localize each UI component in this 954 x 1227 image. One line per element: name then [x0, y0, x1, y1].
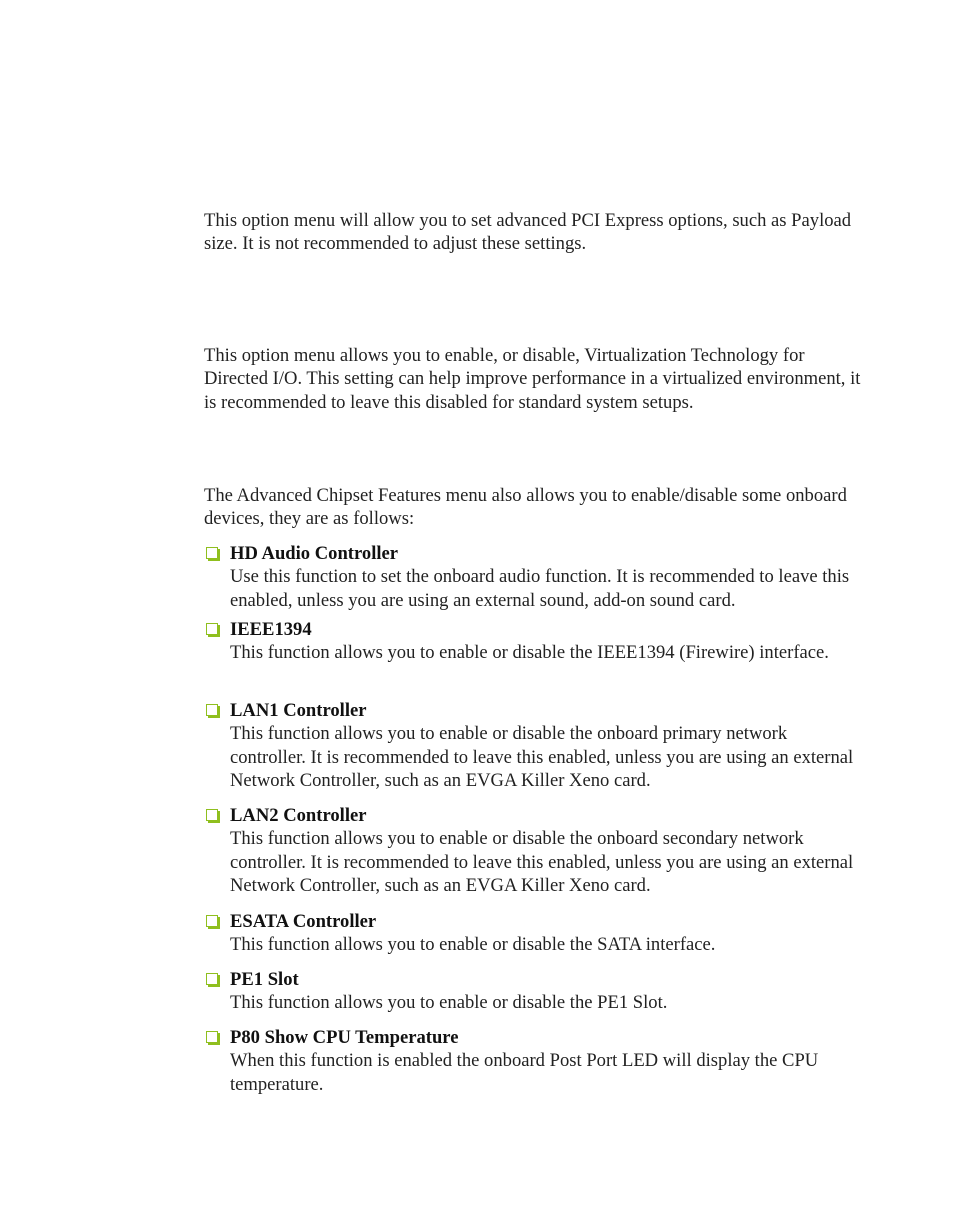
list-item-ieee1394 [206, 618, 866, 665]
checkbox-bullet-icon [206, 973, 218, 985]
item-description: This function allows you to enable or disable the onboard secondary network controller. It is recommended to leave this enabled, unless you are using an external Network Controller, such as an EVGA Killer Xeno card. [230, 828, 854, 897]
item-description: Use this function to set the onboard audio function. It is recommended to leave this enabled, unless you are using an external sound, add-on sound card. [230, 566, 850, 611]
onboard-devices-intro: The Advanced Chipset Features menu also allows you to enable/disable some onboard devices, they are as follows: [204, 485, 847, 530]
checkbox-bullet-icon [206, 623, 218, 635]
checkbox-bullet-icon [206, 1031, 218, 1043]
list-item-hd-audio [206, 542, 866, 612]
item-title: IEEE1394 [230, 619, 312, 640]
item-title: HD Audio Controller [230, 543, 399, 564]
item-description: This function allows you to enable or disable the IEEE1394 (Firewire) interface. [230, 642, 829, 664]
item-title: LAN1 Controller [230, 700, 367, 721]
checkbox-bullet-icon [206, 809, 218, 821]
item-description: When this function is enabled the onboard Post Port LED will display the CPU temperature. [230, 1050, 819, 1095]
item-description: This function allows you to enable or disable the PE1 Slot. [230, 992, 668, 1014]
item-title: LAN2 Controller [230, 805, 367, 826]
list-item-pe1-slot [206, 968, 866, 1015]
list-item-esata [206, 910, 866, 957]
item-title: P80 Show CPU Temperature [230, 1027, 459, 1048]
vtd-paragraph: This option menu allows you to enable, or disable, Virtualization Technology for Directed I/O. This setting can help improve performance in a virtualized environment, it is recommended to leave this disabled for standard system setups. [204, 345, 861, 413]
list-item-p80-cpu-temp [206, 1026, 866, 1096]
checkbox-bullet-icon [206, 704, 218, 716]
checkbox-bullet-icon [206, 547, 218, 559]
item-description: This function allows you to enable or disable the onboard primary network controller. It is recommended to leave this enabled, unless you are using an external Network Controller, such as an EVGA Killer Xeno card. [230, 723, 854, 792]
item-title: PE1 Slot [230, 969, 299, 990]
item-title: ESATA Controller [230, 911, 377, 932]
list-item-lan2 [206, 804, 866, 898]
list-item-lan1 [206, 699, 866, 793]
item-description: This function allows you to enable or disable the SATA interface. [230, 934, 716, 956]
checkbox-bullet-icon [206, 915, 218, 927]
pci-express-paragraph: This option menu will allow you to set advanced PCI Express options, such as Payload size. It is not recommended to adjust these settings. [204, 210, 852, 255]
